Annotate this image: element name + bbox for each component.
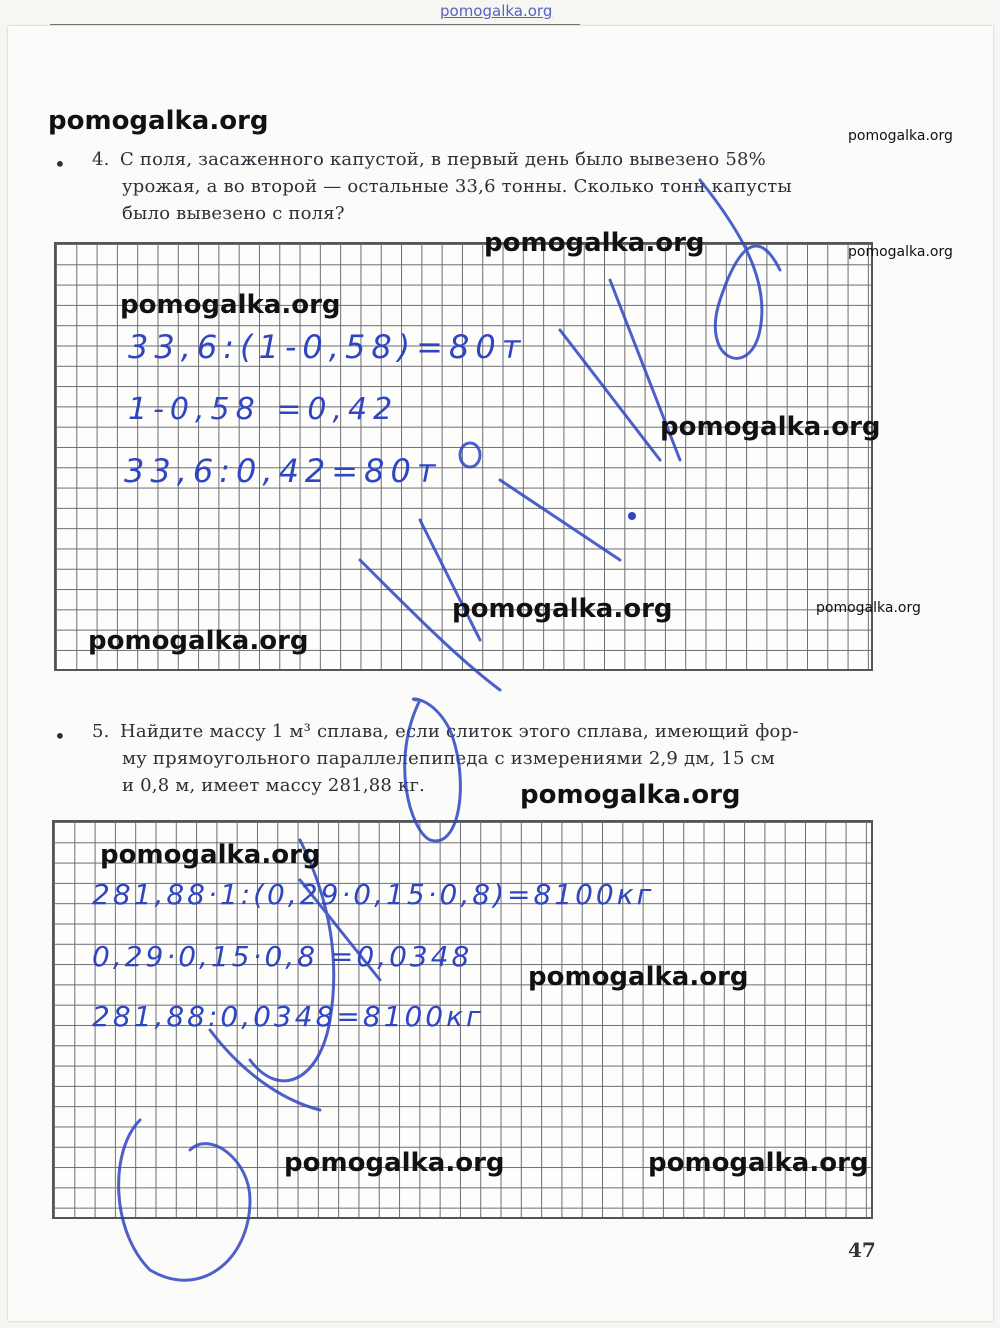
watermark: pomogalka.org: [520, 780, 741, 810]
ink-dot: [628, 512, 636, 520]
task5-solution-line-3: 281,88:0,0348=8100кг: [92, 1000, 484, 1033]
task4-line-3: было вывезено с поля?: [122, 203, 345, 224]
watermark: pomogalka.org: [484, 228, 705, 258]
task4-solution-line-2: 1-0,58 =0,42: [128, 392, 399, 427]
task5-bullet: •: [54, 724, 66, 748]
watermark: pomogalka.org: [452, 594, 673, 624]
watermark-small: pomogalka.org: [848, 128, 953, 144]
task4-line-2: урожая, а во второй — остальные 33,6 тонны. Сколько тонн капусты: [122, 176, 792, 197]
watermark-small: pomogalka.org: [816, 600, 921, 616]
task4-bullet: •: [54, 152, 66, 176]
watermark: pomogalka.org: [100, 840, 321, 870]
watermark: pomogalka.org: [88, 626, 309, 656]
watermark: pomogalka.org: [120, 290, 341, 320]
watermark-small: pomogalka.org: [848, 244, 953, 260]
task5-solution-line-2: 0,29·0,15·0,8 =0,0348: [92, 940, 473, 973]
task5-line-1: Найдите массу 1 м³ сплава, если слиток этого сплава, имеющий фор-: [120, 721, 799, 742]
task4-solution-line-1: 33,6:(1-0,58)=80т: [128, 328, 527, 366]
task4-line-1: С поля, засаженного капустой, в первый день было вывезено 58%: [120, 149, 766, 170]
watermark: pomogalka.org: [648, 1148, 869, 1178]
watermark: pomogalka.org: [48, 106, 269, 136]
task4-solution-line-3: 33,6:0,42=80т: [124, 452, 442, 490]
watermark: pomogalka.org: [660, 412, 881, 442]
task5-number: 5.: [92, 721, 110, 742]
site-link[interactable]: pomogalka.org: [440, 2, 553, 20]
task5-line-3: и 0,8 м, имеет массу 281,88 кг.: [122, 775, 426, 796]
watermark: pomogalka.org: [284, 1148, 505, 1178]
watermark: pomogalka.org: [528, 962, 749, 992]
task5-line-2: му прямоугольного параллелепипеда с измерениями 2,9 дм, 15 см: [122, 748, 776, 769]
page-number: 47: [848, 1238, 876, 1262]
task5-solution-line-1: 281,88·1:(0,29·0,15·0,8)=8100кг: [92, 878, 655, 911]
task4-number: 4.: [92, 149, 110, 170]
